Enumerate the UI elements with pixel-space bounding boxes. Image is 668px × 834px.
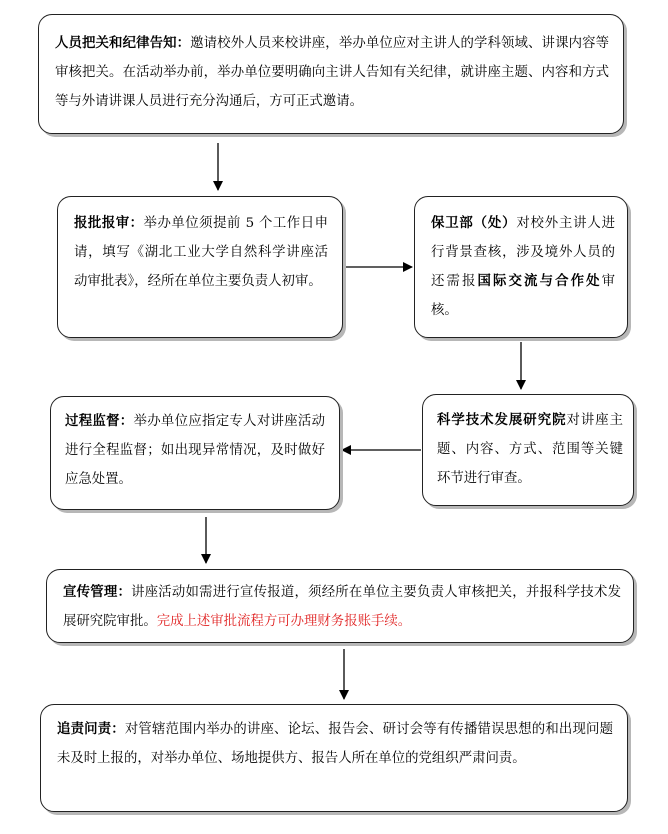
node-title: 宣传管理： xyxy=(63,584,132,600)
node-sci-tech-institute xyxy=(422,394,634,506)
node-text: 举办单位应指定专人对讲座活动进行全程监督；如出现异常情况，及时做好应急处置。 xyxy=(65,414,326,487)
node-title: 过程监督： xyxy=(65,413,134,429)
node-application-approval xyxy=(57,196,343,338)
node-title: 保卫部（处） xyxy=(431,215,517,231)
node-process-supervision xyxy=(50,396,340,510)
node-bold-text: 国际交流与合作处 xyxy=(477,273,602,289)
node-highlight-text: 完成上述审批流程方可办理财务报账手续。 xyxy=(156,614,412,629)
node-text: 举办单位须提前 5 个工作日申请，填写《湖北工业大学自然科学讲座活动审批表》，经所在单位主要负责人初审。 xyxy=(74,216,328,289)
node-text: 对管辖范围内举办的讲座、论坛、报告会、研讨会等有传播错误思想的和出现问题未及时上报的，对举办单位、场地提供方、报告人所在单位的党组织严肃问责。 xyxy=(57,722,613,766)
node-text: 对校外主讲人进行背景查核，涉及境外人员的还需报 xyxy=(431,216,616,289)
node-personnel-discipline xyxy=(38,14,624,134)
node-text: 邀请校外人员来校讲座，举办单位应对主讲人的学科领域、讲课内容等审核把关。在活动举办前，举办单位要明确向主讲人告知有关纪律，就讲座主题、内容和方式等与外请讲课人员进行充分沟通后，方可正式邀请。 xyxy=(55,36,610,109)
node-accountability xyxy=(40,704,628,812)
node-publicity-management xyxy=(46,569,634,643)
node-title: 科学技术发展研究院 xyxy=(437,412,567,428)
node-text-tail: 审核。 xyxy=(431,274,616,318)
node-text: 对讲座主题、内容、方式、范围等关键环节进行审查。 xyxy=(437,413,624,486)
node-security-dept xyxy=(414,196,628,338)
node-text: 讲座活动如需进行宣传报道，须经所在单位主要负责人审核把关，并报科学技术发展研究院审批。 xyxy=(63,585,621,629)
node-title: 追责问责： xyxy=(57,721,125,737)
node-title: 人员把关和纪律告知： xyxy=(55,35,191,51)
node-title: 报批报审： xyxy=(74,215,144,231)
